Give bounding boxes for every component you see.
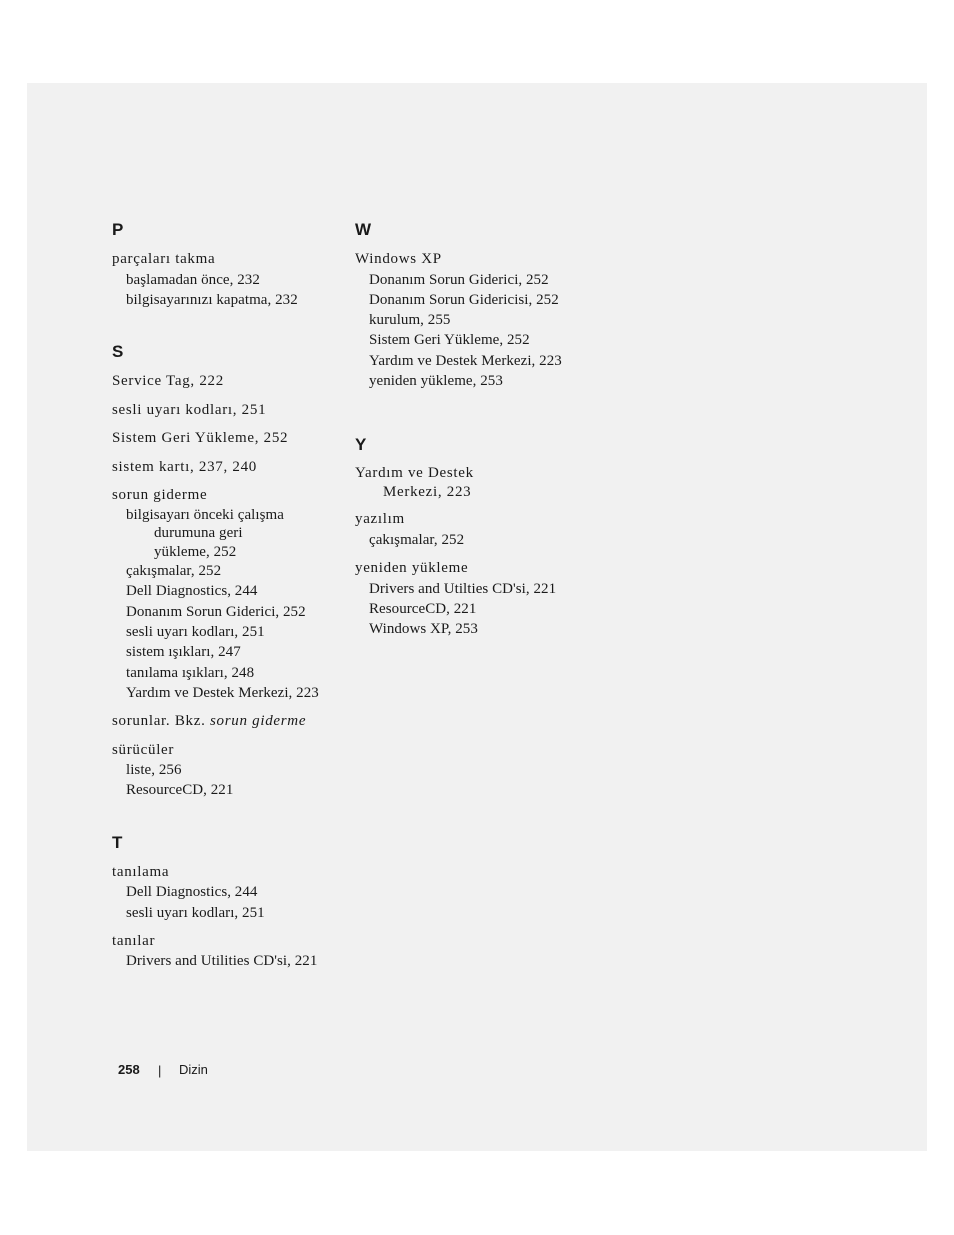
- entry-sub: çakışmalar, 252: [126, 563, 222, 580]
- entry-main: sesli uyarı kodları, 251: [112, 401, 267, 418]
- section-letter: P: [112, 220, 124, 239]
- footer-section-title: Dizin: [179, 1062, 208, 1077]
- index-entry: [112, 740, 342, 801]
- entry-sub: tanılama ışıkları, 248: [126, 664, 255, 681]
- entry-sub: çakışmalar, 252: [369, 531, 465, 548]
- entry-sub: Drivers and Utilities CD'si, 221: [126, 953, 318, 970]
- entry-sub: kurulum, 255: [369, 312, 451, 329]
- index-entry: [112, 485, 342, 703]
- entry-main: tanılama: [112, 863, 170, 880]
- entry-main: Sistem Geri Yükleme, 252: [112, 430, 289, 447]
- entry-sub: Sistem Geri Yükleme, 252: [369, 332, 530, 349]
- section-letter: Y: [355, 435, 367, 455]
- index-section-t: [112, 833, 342, 972]
- entry-main: parçaları takma: [112, 251, 216, 267]
- entry-sub-continuation: durumuna geri: [154, 525, 243, 542]
- entry-sub: Donanım Sorun Giderici, 252: [126, 603, 306, 620]
- index-section-p: [112, 220, 342, 310]
- section-letter: T: [112, 832, 123, 852]
- index-section-w: [355, 220, 585, 391]
- page-number: 258: [118, 1062, 140, 1077]
- entry-sub: bilgisayarı önceki çalışma: [126, 506, 284, 523]
- entry-sub: Yardım ve Destek Merkezi, 223: [126, 684, 319, 701]
- entry-sub: yeniden yükleme, 253: [369, 372, 503, 389]
- index-entry: [355, 509, 585, 550]
- index-column-right: [355, 220, 585, 671]
- entry-sub: sistem ışıkları, 247: [126, 644, 241, 661]
- index-entry: [355, 249, 585, 391]
- entry-main: yazılım: [355, 511, 405, 528]
- entry-main: yeniden yükleme: [355, 560, 469, 577]
- entry-main: sorun giderme: [112, 487, 208, 504]
- entry-sub: Yardım ve Destek Merkezi, 223: [369, 352, 562, 369]
- entry-sub: Donanım Sorun Giderici, 252: [369, 271, 549, 288]
- section-letter: S: [112, 342, 124, 362]
- entry-sub: Dell Diagnostics, 244: [126, 583, 258, 600]
- cross-reference-target: sorun giderme: [210, 713, 307, 730]
- index-entry: [112, 457, 342, 478]
- entry-main: tanılar: [112, 932, 156, 949]
- cross-reference-prefix: sorunlar. Bkz.: [112, 713, 206, 730]
- index-entry: [112, 371, 342, 392]
- entry-main: [112, 711, 342, 732]
- entry-sub: sesli uyarı kodları, 251: [126, 904, 265, 921]
- section-letter: W: [355, 220, 372, 239]
- entry-sub: ResourceCD, 221: [369, 600, 477, 617]
- entry-sub: Donanım Sorun Gidericisi, 252: [369, 291, 559, 308]
- entry-sub-continuation: yükleme, 252: [154, 543, 237, 560]
- index-entry: [112, 862, 342, 923]
- entry-main: Yardım ve Destek: [355, 465, 474, 482]
- entry-sub: Drivers and Utilties CD'si, 221: [369, 580, 557, 597]
- entry-main: sistem kartı, 237, 240: [112, 458, 257, 475]
- index-section-y: [355, 435, 585, 639]
- entry-sub: Dell Diagnostics, 244: [126, 884, 258, 901]
- index-entry: [112, 400, 342, 421]
- index-entry: [112, 249, 342, 310]
- entry-main: Service Tag, 222: [112, 373, 224, 390]
- footer-separator: |: [158, 1063, 162, 1078]
- entry-sub: liste, 256: [126, 762, 182, 779]
- entry-main: Windows XP: [355, 251, 442, 267]
- index-column-left: [112, 220, 342, 1004]
- index-entry: [112, 931, 342, 972]
- entry-sub: sesli uyarı kodları, 251: [126, 623, 265, 640]
- entry-main-continuation: Merkezi, 223: [383, 483, 472, 500]
- entry-sub: Windows XP, 253: [369, 621, 478, 638]
- entry-sub: ResourceCD, 221: [126, 782, 234, 799]
- index-entry: [112, 711, 342, 732]
- entry-sub: bilgisayarınızı kapatma, 232: [126, 291, 298, 308]
- index-entry: [112, 428, 342, 449]
- entry-main: sürücüler: [112, 741, 175, 758]
- index-entry: [355, 558, 585, 639]
- index-entry: [355, 464, 585, 501]
- entry-sub: başlamadan önce, 232: [126, 271, 260, 288]
- index-section-s: [112, 342, 342, 801]
